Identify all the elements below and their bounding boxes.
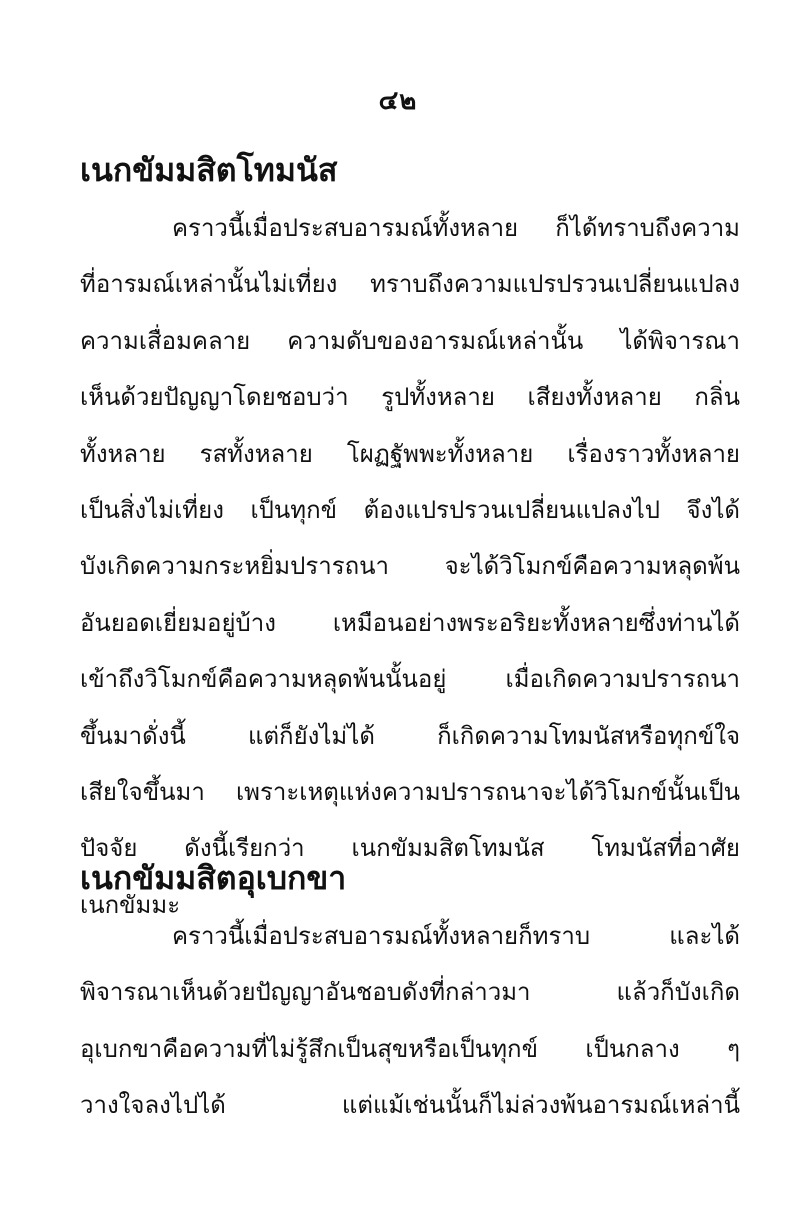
paragraph-line: เป็นสิ่งไม่เที่ยง เป็นทุกข์ ต้องแปรปรวนเปลี่ยนแปลงไป จึงได้: [80, 495, 740, 524]
section-heading: เนกขัมมสิตโทมนัส: [80, 151, 338, 189]
paragraph-line: ทั้งหลาย รสทั้งหลาย โผฏฐัพพะทั้งหลาย เรื่องราวทั้งหลาย: [80, 439, 740, 468]
paragraph-line: พิจารณาเห็นด้วยปัญญาอันชอบดังที่กล่าวมา แล้วก็บังเกิด: [80, 978, 740, 1007]
paragraph-line: ปัจจัย ดังนี้เรียกว่า เนกขัมมสิตโทมนัส โทมนัสที่อาศัย: [80, 834, 740, 863]
paragraph-line: เห็นด้วยปัญญาโดยชอบว่า รูปทั้งหลาย เสียงทั้งหลาย กลิ่น: [80, 383, 740, 412]
paragraph-line: วางใจลงไปได้ แต่แม้เช่นนั้นก็ไม่ล่วงพ้นอารมณ์เหล่านี้: [80, 1091, 740, 1120]
paragraph-line: ที่อารมณ์เหล่านั้นไม่เที่ยง ทราบถึงความแปรปรวนเปลี่ยนแปลง: [80, 270, 740, 299]
section-nekkhammasita-upekkha: [80, 848, 740, 1134]
paragraph-line: คราวนี้เมื่อประสบอารมณ์ทั้งหลายก็ทราบ และได้: [172, 922, 740, 950]
section-heading: เนกขัมมสิตอุเบกขา: [80, 859, 347, 897]
paragraph-line: เนกขัมมะ: [80, 890, 181, 919]
page-number: ๔๒: [378, 86, 418, 116]
paragraph-line: เข้าถึงวิโมกข์คือความหลุดพ้นนั้นอยู่ เมื่อเกิดความปรารถนา: [80, 665, 740, 694]
paragraph-line: คราวนี้เมื่อประสบอารมณ์ทั้งหลาย ก็ได้ทราบถึงความ: [172, 214, 740, 242]
paragraph-line: อันยอดเยี่ยมอยู่บ้าง เหมือนอย่างพระอริยะทั้งหลายซึ่งท่านได้: [80, 608, 740, 637]
paragraph-line: เสียใจขึ้นมา เพราะเหตุแห่งความปรารถนาจะได้วิโมกข์นั้นเป็น: [80, 777, 740, 806]
paragraph-line: อุเบกขาคือความที่ไม่รู้สึกเป็นสุขหรือเป็นทุกข์ เป็นกลาง ๆ: [80, 1034, 740, 1063]
paragraph-line: ขึ้นมาดั่งนี้ แต่ก็ยังไม่ได้ ก็เกิดความโทมนัสหรือทุกข์ใจ: [80, 721, 740, 750]
paragraph-line: บังเกิดความกระหยิ่มปรารถนา จะได้วิโมกข์คือความหลุดพ้น: [80, 552, 740, 581]
section-nekkhammasita-domanassa: [80, 140, 740, 933]
paragraph-line: ความเสื่อมคลาย ความดับของอารมณ์เหล่านั้น ได้พิจารณา: [80, 326, 740, 355]
